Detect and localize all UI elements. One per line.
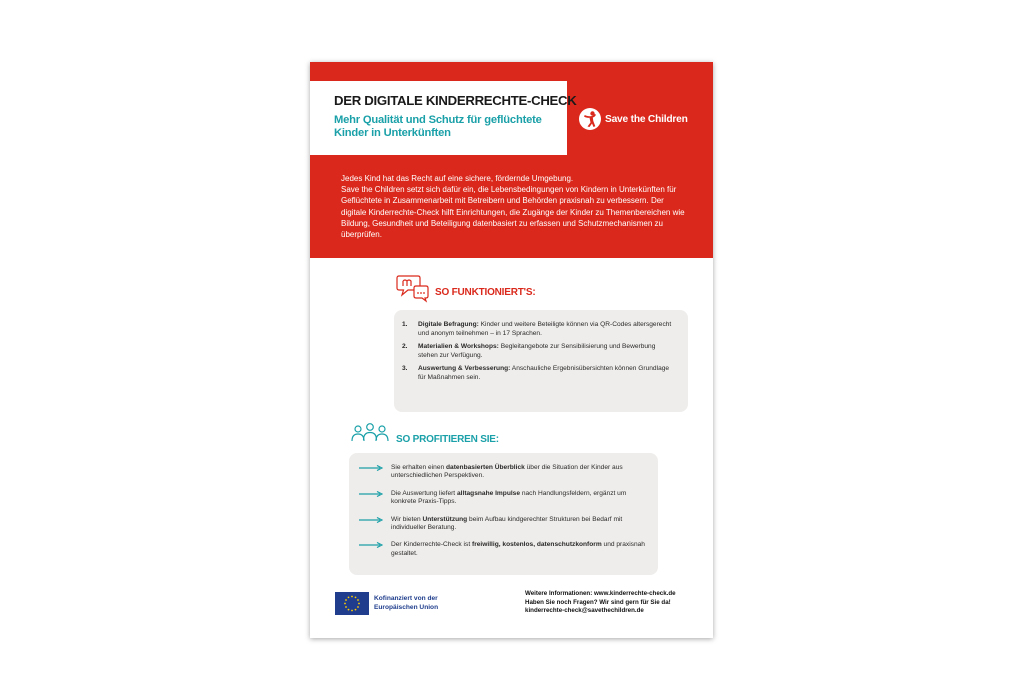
steps-box (394, 310, 688, 412)
contact-website: Weitere Informationen: www.kinderrechte-check.de (525, 590, 676, 597)
step-number: 2. (402, 343, 408, 351)
step-text: Kinder und weitere Beteiligte können via QR-Codes altersgerecht und anonym teilnehmen – in 17 Sprachen. (418, 321, 672, 337)
eu-flag-icon (335, 592, 369, 615)
step-number: 3. (402, 365, 408, 373)
save-the-children-logo-icon (578, 107, 602, 131)
contact-question: Haben Sie noch Fragen? Wir sind gern für Sie da! (525, 598, 671, 606)
flyer-page (310, 62, 713, 638)
list-item: Sie erhalten einen datenbasierten Überblick über die Situation der Kinder aus unterschiedlichen Perspektiven. (359, 464, 648, 481)
arrow-right-icon (359, 491, 383, 497)
list-item: Die Auswertung liefert alltagsnahe Impulse nach Handlungsfeldern, ergänzt um konkrete Praxis-Tipps. (359, 490, 648, 507)
benefits-box (349, 453, 658, 575)
brand-logo (578, 106, 688, 132)
benefits-title: SO PROFITIEREN SIE: (396, 434, 499, 445)
list-item: Wir bieten Unterstützung beim Aufbau kindgerechter Strukturen bei Bedarf mit individueller Beratung. (359, 516, 648, 533)
arrow-right-icon (359, 542, 383, 548)
step-text: Begleitangebote zur Sensibilisierung und Bewerbung stehen zur Verfügung. (418, 343, 656, 359)
title-box (310, 81, 577, 155)
step-heading: Materialien & Workshops: (418, 343, 499, 351)
benefits-list (349, 453, 658, 558)
how-it-works-title: SO FUNKTIONIERT'S: (435, 287, 536, 298)
arrow-right-icon (359, 517, 383, 523)
page-subtitle: Mehr Qualität und Schutz für geflüchtete Kinder in Unterkünften (334, 114, 542, 139)
list-item (402, 365, 676, 382)
contact-email: kinderrechte-check@savethechildren.de (525, 607, 644, 615)
people-group-icon (350, 422, 390, 444)
steps-list (394, 310, 688, 383)
intro-line-2: Save the Children setzt sich dafür ein, die Lebensbedingungen von Kindern in Unterkünften für Geflüchtete in Zusammenarbeit mit Betreibern und Behörden praxisnah zu verbessern. Der digitale Kinderrechte-Check hilft Einrichtungen, die Zugänge der Kinder zu Themenbereichen wie Bildung, Gesundheit und Beteiligung datenbasiert zu erfassen und Schutzmechanismen zu überprüfen. (341, 185, 685, 240)
intro-text (341, 173, 691, 240)
list-item (402, 343, 676, 360)
step-number: 1. (402, 321, 408, 328)
intro-line-1: Jedes Kind hat das Recht auf eine sichere, fördernde Umgebung. (341, 174, 574, 183)
contact-info (525, 590, 676, 616)
list-item (402, 321, 676, 338)
eu-cofunding-text: Kofinanziert von der Europäischen Union (374, 595, 439, 611)
speech-bubbles-icon (396, 273, 430, 303)
list-item: Der Kinderrechte-Check ist freiwillig, kostenlos, datenschutzkonform und praxisnah gestaltet. (359, 541, 648, 558)
step-text: Anschauliche Ergebnisübersichten können Grundlage für Maßnahmen sein. (418, 365, 670, 381)
step-heading: Auswertung & Verbesserung: (418, 365, 511, 373)
arrow-right-icon (359, 465, 383, 471)
step-heading: Digitale Befragung: (418, 321, 479, 328)
brand-name: Save the Children (605, 113, 688, 125)
page-title: DER DIGITALE KINDERRECHTE-CHECK (334, 93, 577, 108)
